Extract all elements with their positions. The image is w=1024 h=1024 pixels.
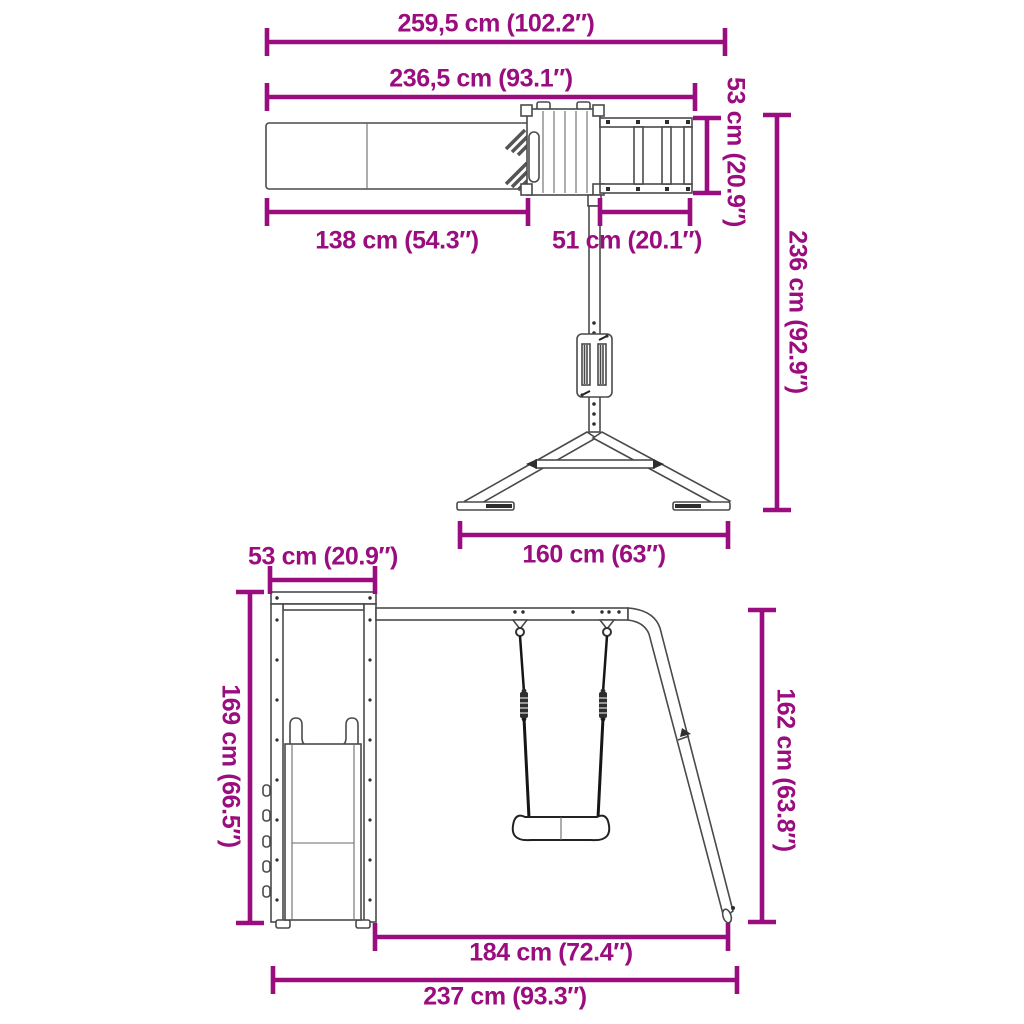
dim-front-overall-width: 237 cm (93.3″) [423,982,587,1011]
swing-rope-right [603,636,607,692]
rope-adjusters [520,689,607,722]
swing-bracket [577,334,612,397]
slide-handle-right [338,718,358,746]
dim-top-frame-length: 236,5 cm (93.1″) [389,64,573,93]
dim-front-swing-width: 184 cm (72.4″) [469,938,633,967]
tower-foot-right [356,920,370,928]
dim-top-overall-length: 259,5 cm (102.2″) [397,9,595,38]
ramp-top [600,118,692,193]
slide-top [266,123,530,189]
dim-front-swing-height: 162 cm (63.8″) [771,688,800,852]
swing-frame-front [376,608,735,924]
slide-front [285,718,361,920]
slide-handle-left [290,718,310,746]
platform-top [521,102,604,195]
top-view-structure [266,102,730,510]
swing-front [513,620,614,840]
dim-front-tower-height: 169 cm (66.5″) [216,684,245,848]
dim-top-base-width: 160 cm (63″) [522,540,666,569]
dim-front-tower-width: 53 cm (20.9″) [248,542,398,571]
ladder-rung-clips [263,785,270,897]
front-view-structure [263,592,735,928]
dim-top-overall-depth: 236 cm (92.9″) [783,230,812,394]
dim-top-slide-length: 138 cm (54.3″) [315,226,479,255]
ground-base-top [457,432,730,510]
dim-top-ramp-width: 53 cm (20.9″) [721,77,750,227]
swing-rope-left [520,636,524,692]
tower-foot-left [276,920,290,928]
dim-top-ramp-length: 51 cm (20.1″) [552,226,702,255]
swing-leg [628,608,733,918]
ramp-screws [606,120,690,191]
